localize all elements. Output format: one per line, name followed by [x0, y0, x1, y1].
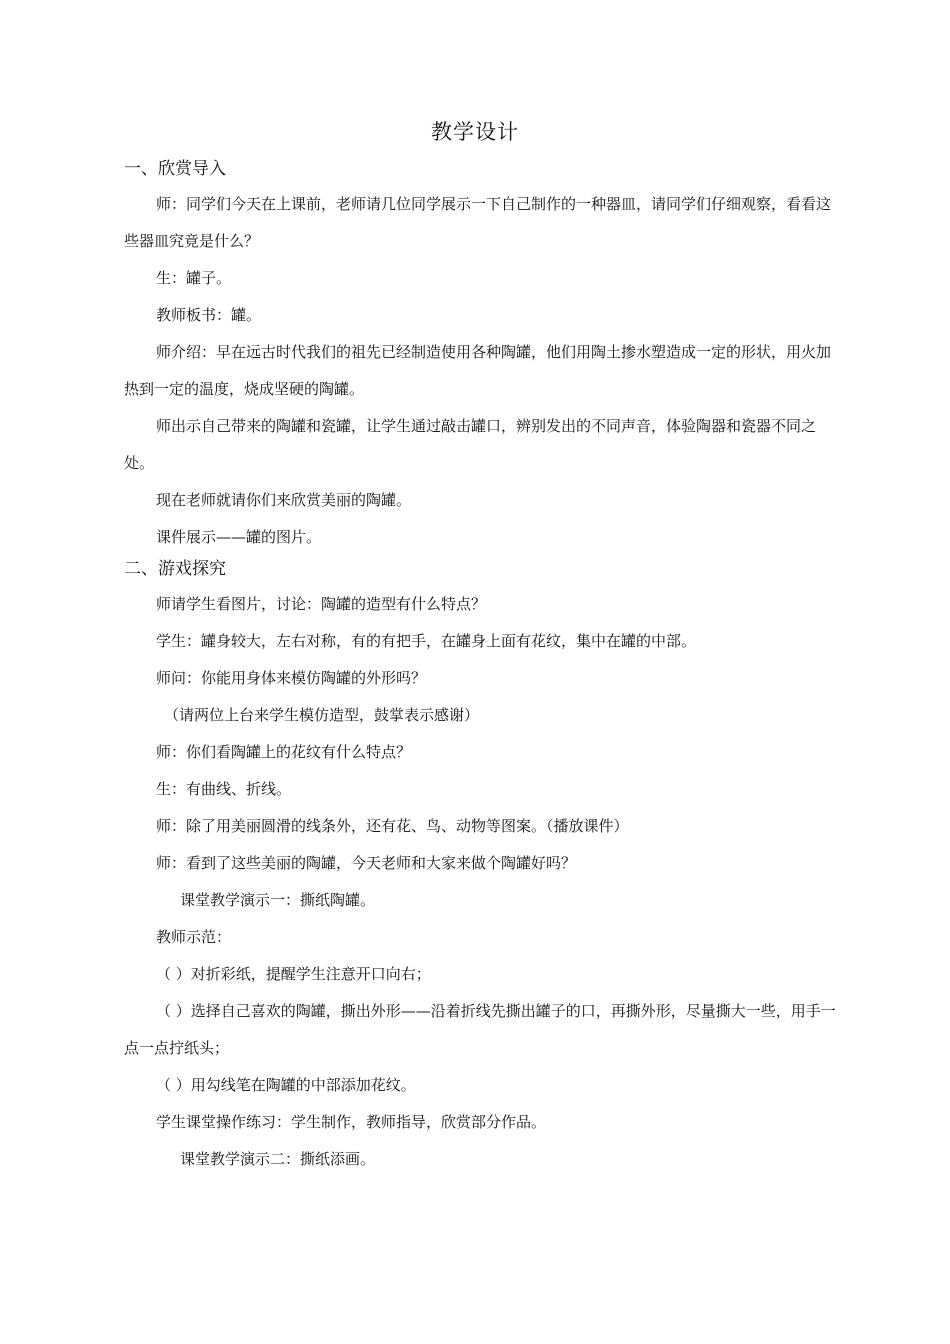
document-title: 教学设计	[431, 120, 519, 144]
paragraph: 生：罐子。	[156, 269, 232, 287]
paragraph: 教师板书：罐。	[156, 306, 262, 324]
paragraph: 师请学生看图片，讨论：陶罐的造型有什么特点？	[156, 595, 487, 613]
paragraph: 学生课堂操作练习：学生制作，教师指导，欣赏部分作品。	[156, 1113, 547, 1131]
paragraph: 师问：你能用身体来模仿陶罐的外形吗？	[156, 669, 427, 687]
paragraph: 课件展示——罐的图片。	[156, 528, 322, 546]
paragraph: 师：同学们今天在上课前，老师请几位同学展示一下自己制作的一种器皿，请同学们仔细观察，看看这些器皿究竟是什么？	[124, 195, 832, 250]
section-heading: 二、游戏探究	[124, 559, 226, 579]
paragraph: （ ）用勾线笔在陶罐的中部添加花纹。	[156, 1076, 416, 1094]
paragraph: 学生：罐身较大，左右对称，有的有把手，在罐身上面有花纹，集中在罐的中部。	[156, 632, 697, 650]
paragraph: （ ）选择自己喜欢的陶罐，撕出外形——沿着折线先撕出罐子的口，再撕外形，尽量撕大一些，用手一点一点拧纸头；	[124, 1002, 836, 1057]
document-body	[124, 156, 836, 1178]
paragraph: 师：除了用美丽圆滑的线条外，还有花、鸟、动物等图案。（播放课件）	[156, 817, 629, 835]
paragraph: 师：看到了这些美丽的陶罐，今天老师和大家来做个陶罐好吗？	[156, 854, 577, 872]
paragraph: （请两位上台来学生模仿造型，鼓掌表示感谢）	[164, 706, 480, 724]
paragraph: 生：有曲线、折线。	[156, 780, 292, 798]
paragraph: 课堂教学演示一：撕纸陶罐。	[180, 891, 376, 909]
paragraph: 师出示自己带来的陶罐和瓷罐，让学生通过敲击罐口，辨别发出的不同声音，体验陶器和瓷器不同之处。	[124, 417, 817, 472]
paragraph: 教师示范：	[156, 928, 232, 946]
paragraph: 师：你们看陶罐上的花纹有什么特点？	[156, 743, 412, 761]
paragraph: 现在老师就请你们来欣赏美丽的陶罐。	[156, 491, 412, 509]
paragraph: （ ）对折彩纸，提醒学生注意开口向右；	[156, 965, 431, 983]
section-heading: 一、欣赏导入	[124, 159, 226, 179]
paragraph: 课堂教学演示二：撕纸添画。	[180, 1150, 376, 1168]
paragraph: 师介绍：早在远古时代我们的祖先已经制造使用各种陶罐，他们用陶土掺水塑造成一定的形状，用火加热到一定的温度，烧成坚硬的陶罐。	[124, 343, 832, 398]
